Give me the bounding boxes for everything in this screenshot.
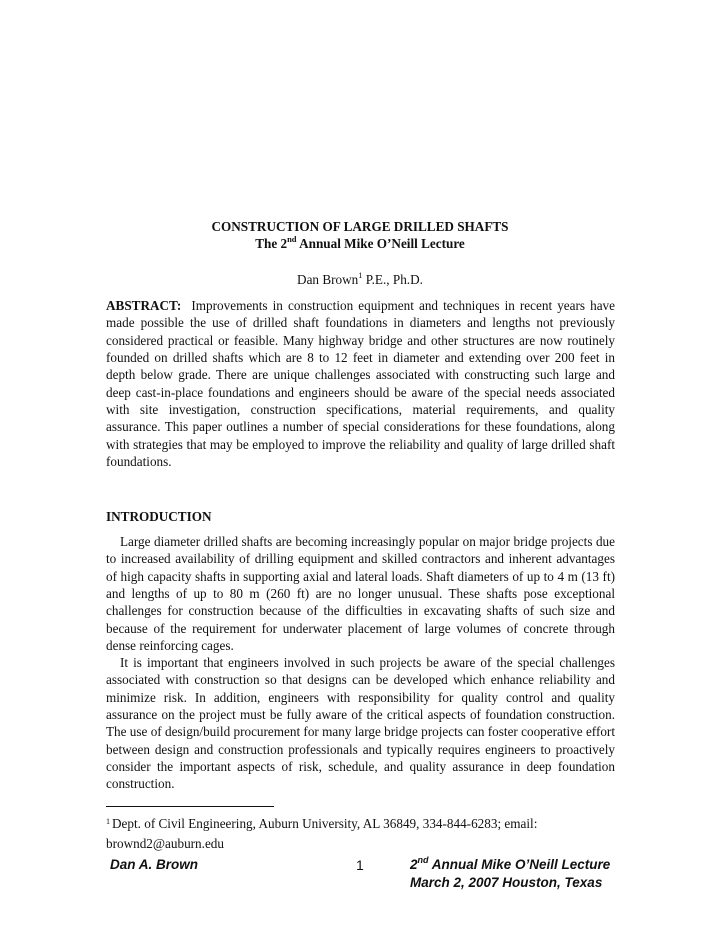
paper-title: CONSTRUCTION OF LARGE DRILLED SHAFTS (211, 219, 509, 234)
subtitle-superscript: nd (287, 233, 297, 244)
introduction-heading: INTRODUCTION (106, 509, 212, 524)
footer-event-prefix: 2 (410, 857, 418, 872)
introduction-paragraph-1: Large diameter drilled shafts are becoming increasingly popular on major bridge projects due to increased availability of drilling equipment and skilled contractors and inherent advantages of high capacity shafts in supporting axial and lateral loads. Shaft diameters of up to 4 m (13 ft) and lengths of up to 80 m (260 ft) are no longer unusual. These shafts pose exceptional challenges for construction because of the difficulties in excavating shafts of such size and because of the requirement for underwater placement of large volumes of concrete through dense reinforcing cages. (106, 534, 615, 654)
author-name: Dan Brown (297, 272, 359, 287)
author-line (106, 271, 614, 288)
page-number: 1 (356, 857, 364, 873)
introduction-paragraph-2: It is important that engineers involved in such projects be aware of the special challenges associated with construction so that designs can be developed which enhance reliability and minimize risk. In addition, engineers with responsibility for quality control and quality assurance on the project must be fully aware of the critical aspects of foundation construction. The use of design/build procurement for many large bridge projects can foster cooperative effort between design and construction professionals and typically requires engineers to proactively consider the important aspects of risk, schedule, and quality assurance in deep foundation construction. (106, 655, 615, 792)
abstract-text: Improvements in construction equipment and techniques in recent years have made possible the use of drilled shaft foundations in diameters and lengths not previously considered practical or feasible. Many highway bridge and other structures are now routinely founded on drilled shafts which are 8 to 12 feet in diameter and extending over 200 feet in depth below grade. There are unique challenges associated with constructing such large and deep cast-in-place foundations and engineers should be aware of the special needs associated with site investigation, construction specifications, material requirements, and quality assurance. This paper outlines a number of special considerations for these foundations, along with strategies that may be employed to improve the reliability and quality of large drilled shaft foundations. (106, 298, 615, 470)
footnote (106, 815, 606, 853)
footer-event-suffix: Annual Mike O’Neill Lecture (428, 857, 611, 872)
footer-event-line-2: March 2, 2007 Houston, Texas (410, 875, 603, 890)
footer-event-superscript: nd (417, 854, 429, 865)
abstract-paragraph (106, 297, 615, 470)
subtitle-suffix: Annual Mike O’Neill Lecture (296, 236, 465, 251)
abstract-label: ABSTRACT: (106, 298, 182, 313)
footer-event (410, 856, 616, 892)
author-footnote-mark: 1 (358, 269, 363, 280)
footer-event-line-1 (410, 856, 616, 874)
author-credentials: P.E., Ph.D. (362, 272, 423, 287)
footer-author: Dan A. Brown (110, 857, 199, 872)
footnote-mark: 1 (106, 817, 110, 826)
footnote-separator (106, 806, 274, 807)
footnote-text: Dept. of Civil Engineering, Auburn University, AL 36849, 334-844-6283; email: brownd2@auburn.edu (106, 816, 538, 851)
paper-subtitle (106, 235, 614, 252)
page-footer (106, 856, 616, 896)
subtitle-prefix: The 2 (255, 236, 288, 251)
title-block (106, 218, 614, 288)
